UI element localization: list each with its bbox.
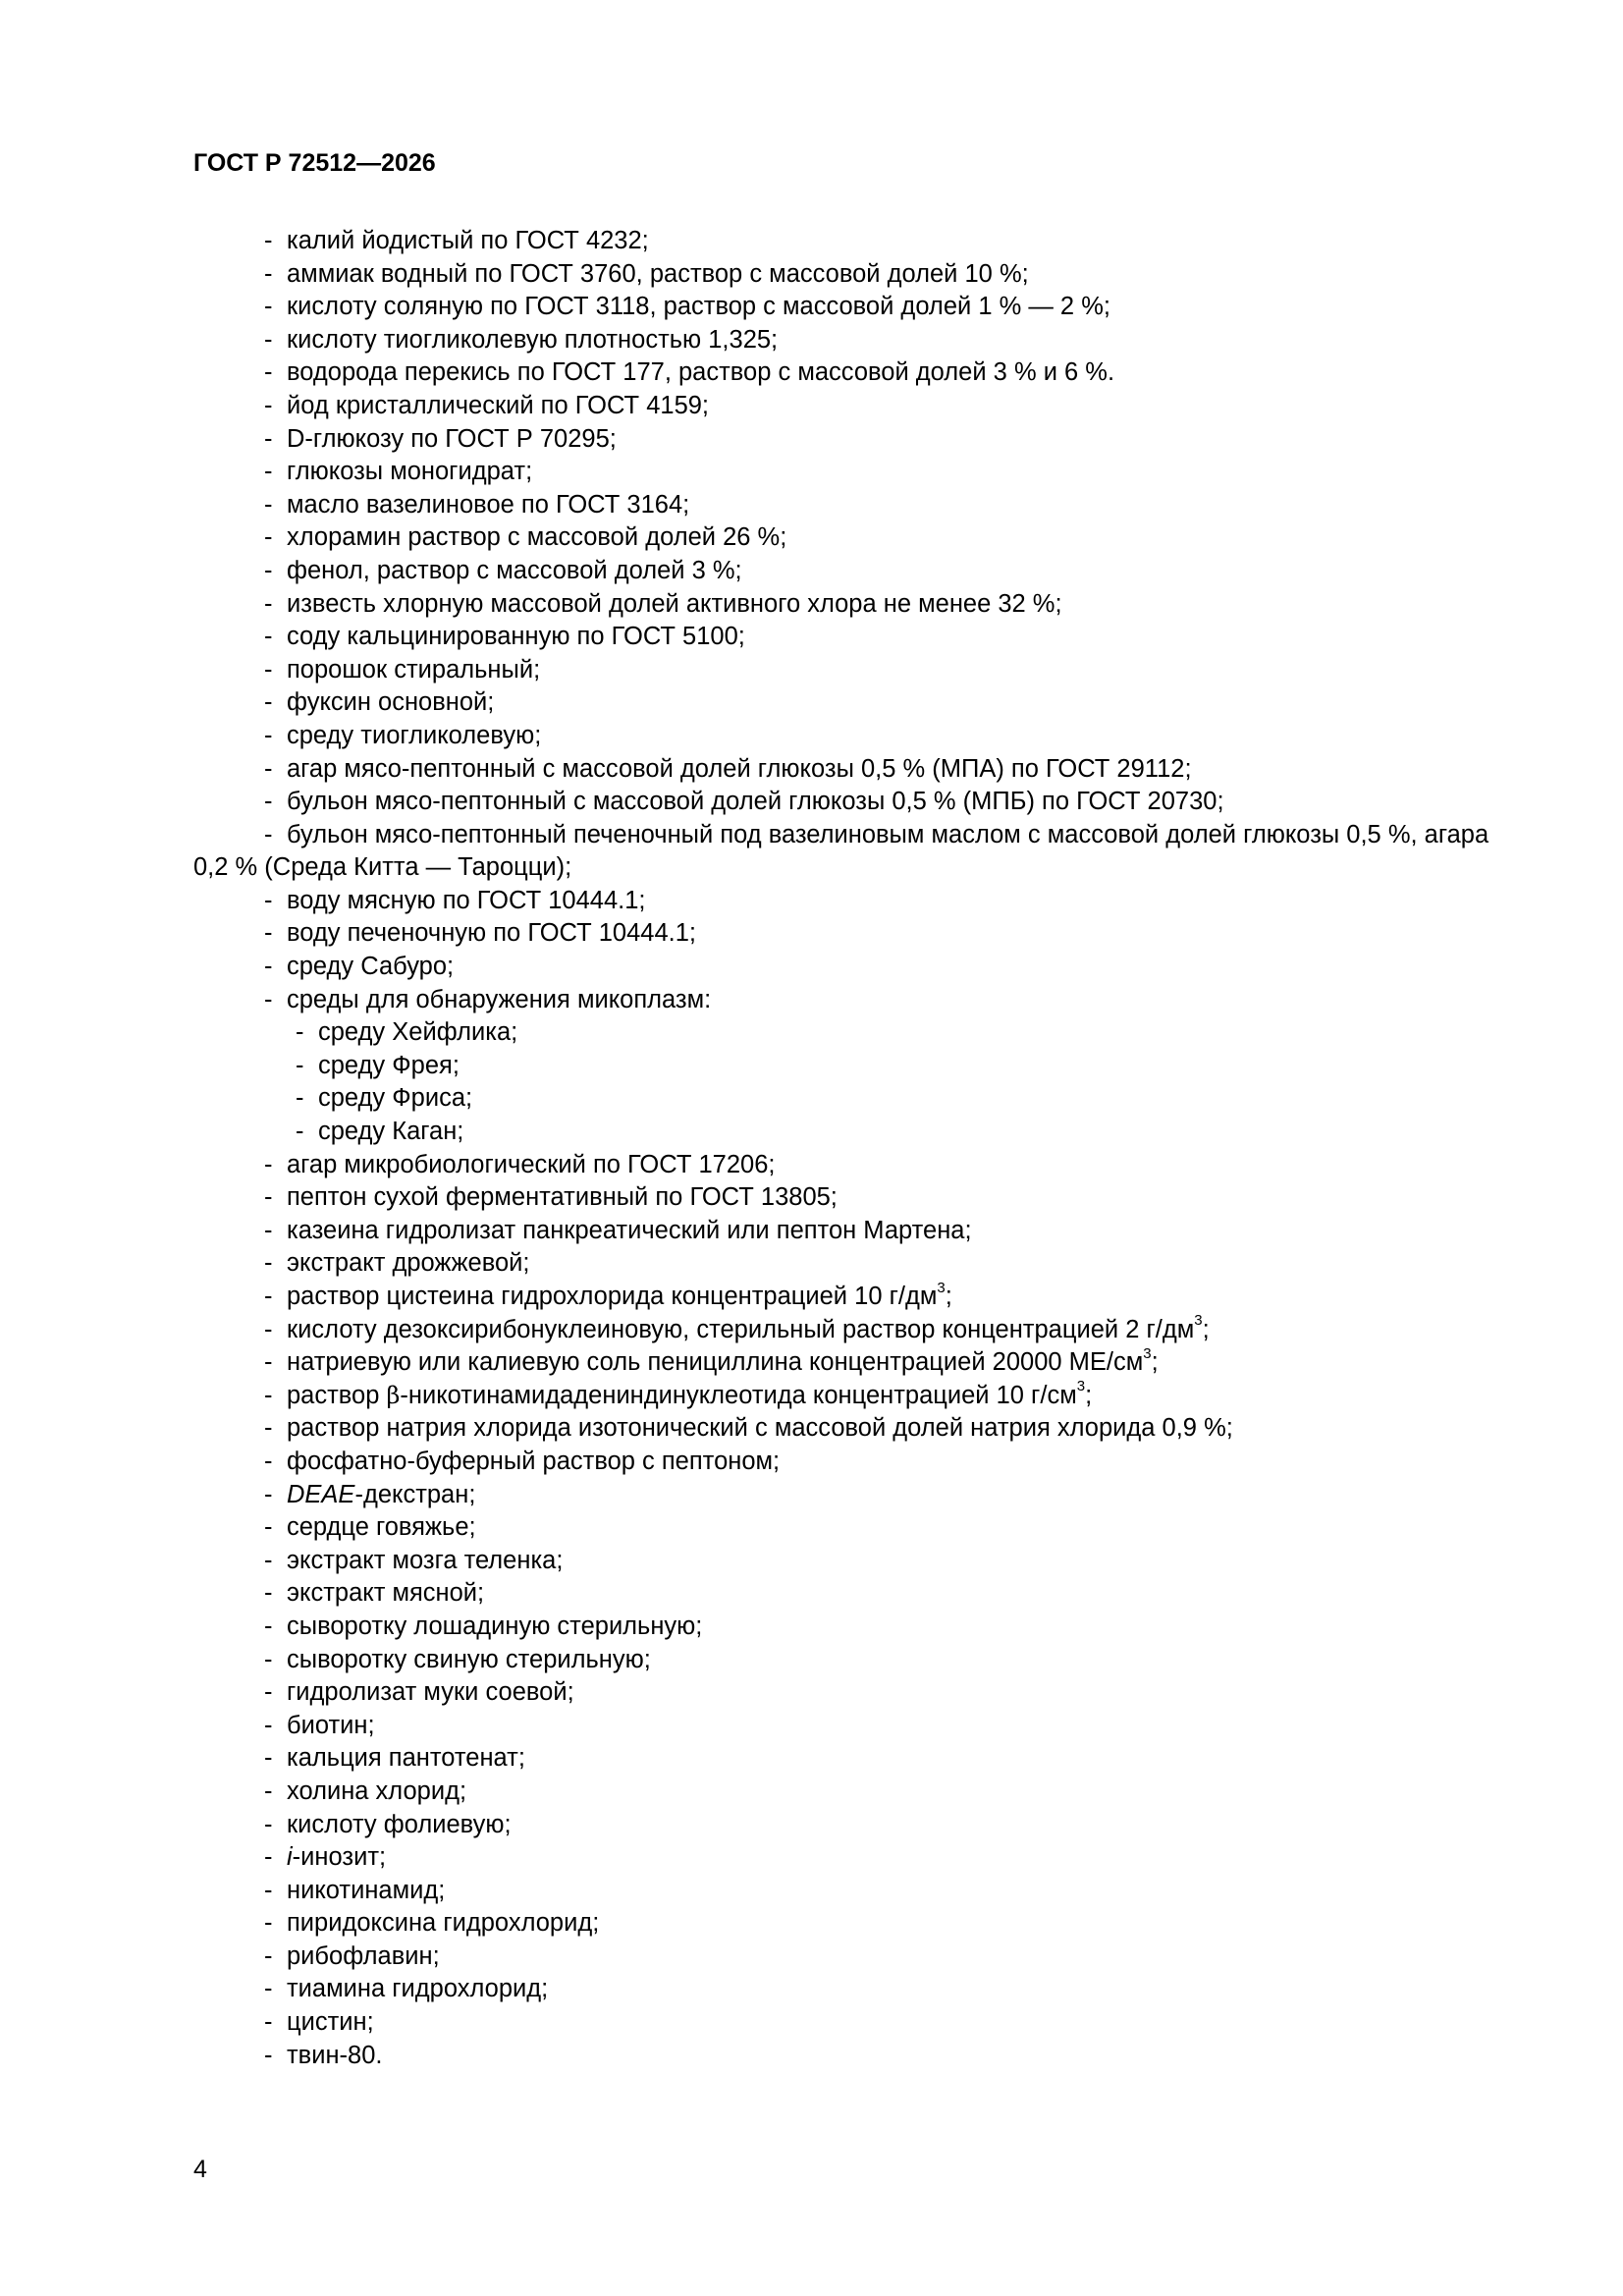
list-item xyxy=(193,1479,1529,1512)
list-item-text: раствор натрия хлорида изотонический с массовой долей натрия хлорида 0,9 %; xyxy=(287,1414,1233,1443)
deae-text: -декстран; xyxy=(354,1480,476,1508)
list-item-text: кислоту фолиевую; xyxy=(287,1810,512,1838)
list-item xyxy=(193,1577,1529,1611)
list-item-text: твин-80. xyxy=(287,2041,383,2069)
list-dash: - xyxy=(264,1975,273,2003)
list-dash: - xyxy=(264,1513,273,1542)
list-item xyxy=(193,753,1529,787)
superscript-3: 3 xyxy=(937,1279,946,1296)
list-dash: - xyxy=(264,1876,273,1904)
list-item xyxy=(193,1611,1529,1644)
inositol-text: -инозит; xyxy=(292,1843,387,1872)
list-dash: - xyxy=(264,788,273,816)
list-item xyxy=(193,2040,1529,2073)
inositol-italic: i xyxy=(287,1843,293,1872)
cysteine-text: раствор цистеина гидрохлорида концентрацией 10 г/дм xyxy=(287,1283,938,1310)
list-item-text: тиамина гидрохлорид; xyxy=(287,1975,549,2003)
list-dash: - xyxy=(264,2041,273,2069)
list-item-text: среды для обнаружения микоплазм: xyxy=(287,985,712,1013)
list-item-text: агар микробиологический по ГОСТ 17206; xyxy=(287,1150,776,1178)
list-item xyxy=(193,1247,1529,1281)
list-dash: - xyxy=(264,523,273,552)
deae-italic: DEAE xyxy=(287,1480,355,1508)
list-item xyxy=(193,1412,1529,1446)
list-item-text: кислоту тиогликолевую плотностью 1,325; xyxy=(287,325,779,354)
list-subitem xyxy=(193,1082,1529,1116)
list-item xyxy=(193,1446,1529,1479)
list-dash: - xyxy=(264,1546,273,1574)
list-item-text: казеина гидролизат панкреатический или пептон Мартена; xyxy=(287,1216,972,1244)
list-item xyxy=(193,1215,1529,1248)
list-item-text xyxy=(193,1380,1529,1413)
list-item-text xyxy=(193,1314,1529,1347)
list-item-text: порошок стиральный; xyxy=(287,655,541,683)
list-item-text: соду кальцинированную по ГОСТ 5100; xyxy=(287,623,745,651)
list-dash: - xyxy=(264,227,273,254)
list-dash: - xyxy=(264,325,273,354)
list-item-text: среду Сабуро; xyxy=(287,953,455,981)
list-dash: - xyxy=(264,1283,273,1310)
list-dash: - xyxy=(264,358,273,387)
list-item xyxy=(193,456,1529,489)
list-item-text: D-глюкозу по ГОСТ Р 70295; xyxy=(287,424,617,453)
list-item-text: фенол, раствор с массовой долей 3 %; xyxy=(287,556,742,584)
list-dash: - xyxy=(264,623,273,651)
list-dash: - xyxy=(264,820,273,848)
list-item-text xyxy=(193,1281,1529,1314)
list-item xyxy=(193,1676,1529,1710)
list-dash: - xyxy=(264,1216,273,1244)
list-item-text: среду Фриса; xyxy=(318,1084,473,1113)
list-item xyxy=(193,390,1529,423)
document-header: ГОСТ Р 72512—2026 xyxy=(193,149,436,177)
list-dash: - xyxy=(264,391,273,419)
list-item xyxy=(193,1644,1529,1677)
list-item-text: глюкозы моногидрат; xyxy=(287,458,533,486)
list-dash: - xyxy=(264,1678,273,1707)
list-dash: - xyxy=(264,721,273,749)
list-item-text: среду Каган; xyxy=(318,1118,464,1146)
list-item-text: воду мясную по ГОСТ 10444.1; xyxy=(287,886,646,914)
list-item-text: сыворотку лошадиную стерильную; xyxy=(287,1612,703,1640)
list-dash: - xyxy=(264,1315,273,1343)
superscript-3: 3 xyxy=(1143,1344,1152,1362)
list-dash: - xyxy=(264,1249,273,1278)
list-item-text: бульон мясо-пептонный с массовой долей глюкозы 0,5 % (МПБ) по ГОСТ 20730; xyxy=(287,788,1224,816)
list-dash: - xyxy=(264,1183,273,1212)
superscript-3: 3 xyxy=(1076,1378,1086,1395)
list-item xyxy=(193,291,1529,324)
list-dash: - xyxy=(264,2008,273,2037)
list-dash: - xyxy=(296,1084,304,1113)
list-item-text: экстракт дрожжевой; xyxy=(287,1249,530,1278)
list-dash: - xyxy=(264,1381,273,1409)
list-item xyxy=(193,1841,1529,1875)
list-item-text: бульон мясо-пептонный печеночный под вазелиновым маслом с массовой долей глюкозы 0,5 %, агара 0,2 % (Среда Китта — Тароцци); xyxy=(193,820,1489,882)
list-item xyxy=(193,819,1529,885)
list-item-text: водорода перекись по ГОСТ 177, раствор с массовой долей 3 % и 6 %. xyxy=(287,358,1115,387)
list-dash: - xyxy=(264,919,273,948)
list-dash: - xyxy=(296,1051,304,1079)
list-item xyxy=(193,885,1529,918)
list-dash: - xyxy=(264,490,273,519)
semicolon: ; xyxy=(1151,1348,1159,1377)
list-item xyxy=(193,720,1529,753)
list-item xyxy=(193,356,1529,390)
list-item-text xyxy=(193,1346,1529,1380)
list-item-text: сыворотку свиную стерильную; xyxy=(287,1645,651,1673)
list-item xyxy=(193,621,1529,654)
semicolon: ; xyxy=(1202,1315,1210,1343)
list-item-text: биотин; xyxy=(287,1711,375,1739)
list-item xyxy=(193,258,1529,292)
list-item xyxy=(193,555,1529,588)
list-dash: - xyxy=(264,589,273,618)
list-dash: - xyxy=(264,985,273,1013)
list-item-text: холина хлорид; xyxy=(287,1777,467,1805)
reagent-list xyxy=(193,225,1529,2072)
list-item-text: пептон сухой ферментативный по ГОСТ 13805; xyxy=(287,1183,838,1212)
list-item xyxy=(193,1511,1529,1545)
penicillin-text: натриевую или калиевую соль пенициллина концентрацией 20000 МЕ/см xyxy=(287,1348,1144,1377)
nad-text-start: раствор xyxy=(287,1381,387,1409)
list-dash: - xyxy=(264,886,273,914)
list-dash: - xyxy=(264,1447,273,1475)
list-item xyxy=(193,423,1529,457)
list-dash: - xyxy=(264,259,273,288)
list-item-text: калий йодистый по ГОСТ 4232; xyxy=(287,227,649,254)
list-subitem xyxy=(193,1116,1529,1149)
list-item-text: хлорамин раствор с массовой долей 26 %; xyxy=(287,523,787,552)
list-item-text: фуксин основной; xyxy=(287,688,495,717)
list-item xyxy=(193,1149,1529,1182)
list-item-text: гидролизат муки соевой; xyxy=(287,1678,574,1707)
list-item-text xyxy=(193,1841,1529,1875)
list-dash: - xyxy=(264,1843,273,1872)
list-dash: - xyxy=(264,424,273,453)
list-dash: - xyxy=(264,1645,273,1673)
list-dash: - xyxy=(264,556,273,584)
list-dash: - xyxy=(296,1118,304,1146)
superscript-3: 3 xyxy=(1194,1312,1203,1330)
list-dash: - xyxy=(264,1150,273,1178)
list-item xyxy=(193,1941,1529,1974)
list-dash: - xyxy=(264,953,273,981)
list-item-text: рибофлавин; xyxy=(287,1941,440,1970)
list-item xyxy=(193,1809,1529,1842)
list-item-text: среду Фрея; xyxy=(318,1051,460,1079)
list-item xyxy=(193,489,1529,522)
list-item xyxy=(193,1281,1529,1314)
list-dash: - xyxy=(296,1018,304,1047)
list-dash: - xyxy=(264,754,273,783)
list-item-text: среду Хейфлика; xyxy=(318,1018,518,1047)
list-item xyxy=(193,1875,1529,1908)
nad-text-end: -никотинамидадениндинуклеотида концентрацией 10 г/см xyxy=(400,1381,1077,1409)
beta-symbol: β xyxy=(386,1381,401,1409)
list-item-text: экстракт мозга теленка; xyxy=(287,1546,564,1574)
list-dash: - xyxy=(264,1909,273,1938)
list-subitem xyxy=(193,1050,1529,1083)
list-item xyxy=(193,2006,1529,2040)
list-dash: - xyxy=(264,1480,273,1508)
list-item xyxy=(193,984,1529,1017)
semicolon: ; xyxy=(1085,1381,1093,1409)
list-item-text: экстракт мясной; xyxy=(287,1579,485,1608)
list-dash: - xyxy=(264,1579,273,1608)
list-item xyxy=(193,521,1529,555)
list-item xyxy=(193,225,1529,258)
list-item-text: масло вазелиновое по ГОСТ 3164; xyxy=(287,490,690,519)
list-item-text: кальция пантотенат; xyxy=(287,1744,525,1773)
list-item xyxy=(193,917,1529,951)
list-dash: - xyxy=(264,1810,273,1838)
list-item xyxy=(193,1380,1529,1413)
list-item-text: агар мясо-пептонный с массовой долей глюкозы 0,5 % (МПА) по ГОСТ 29112; xyxy=(287,754,1192,783)
list-dash: - xyxy=(264,293,273,321)
list-item xyxy=(193,786,1529,819)
page-number: 4 xyxy=(193,2156,207,2183)
list-item xyxy=(193,1907,1529,1941)
list-item-text: никотинамид; xyxy=(287,1876,446,1904)
list-item xyxy=(193,1181,1529,1215)
list-item-text: кислоту соляную по ГОСТ 3118, раствор с массовой долей 1 % — 2 %; xyxy=(287,293,1110,321)
list-dash: - xyxy=(264,1348,273,1377)
list-item xyxy=(193,588,1529,622)
list-item-text: известь хлорную массовой долей активного хлора не менее 32 %; xyxy=(287,589,1062,618)
list-dash: - xyxy=(264,1744,273,1773)
list-item-text: воду печеночную по ГОСТ 10444.1; xyxy=(287,919,697,948)
list-dash: - xyxy=(264,1711,273,1739)
list-item xyxy=(193,1742,1529,1776)
list-item-text: среду тиогликолевую; xyxy=(287,721,542,749)
list-dash: - xyxy=(264,458,273,486)
list-item xyxy=(193,1776,1529,1809)
list-item xyxy=(193,1973,1529,2006)
list-item-text: йод кристаллический по ГОСТ 4159; xyxy=(287,391,710,419)
list-item xyxy=(193,1710,1529,1743)
list-item-text: фосфатно-буферный раствор с пептоном; xyxy=(287,1447,781,1475)
list-item xyxy=(193,654,1529,687)
list-item-text: сердце говяжье; xyxy=(287,1513,476,1542)
list-item xyxy=(193,686,1529,720)
list-dash: - xyxy=(264,655,273,683)
list-dash: - xyxy=(264,1414,273,1443)
list-item-text xyxy=(193,1479,1529,1512)
list-item-text: цистин; xyxy=(287,2008,374,2037)
dna-text: кислоту дезоксирибонуклеиновую, стерильный раствор концентрацией 2 г/дм xyxy=(287,1315,1195,1343)
list-dash: - xyxy=(264,1612,273,1640)
semicolon: ; xyxy=(945,1283,952,1310)
list-dash: - xyxy=(264,688,273,717)
list-item-text: аммиак водный по ГОСТ 3760, раствор с массовой долей 10 %; xyxy=(287,259,1029,288)
list-dash: - xyxy=(264,1941,273,1970)
list-item-text: пиридоксина гидрохлорид; xyxy=(287,1909,600,1938)
list-item xyxy=(193,951,1529,984)
list-dash: - xyxy=(264,1777,273,1805)
list-item xyxy=(193,1314,1529,1347)
list-item xyxy=(193,1346,1529,1380)
list-item xyxy=(193,1545,1529,1578)
list-subitem xyxy=(193,1016,1529,1050)
list-item xyxy=(193,324,1529,357)
